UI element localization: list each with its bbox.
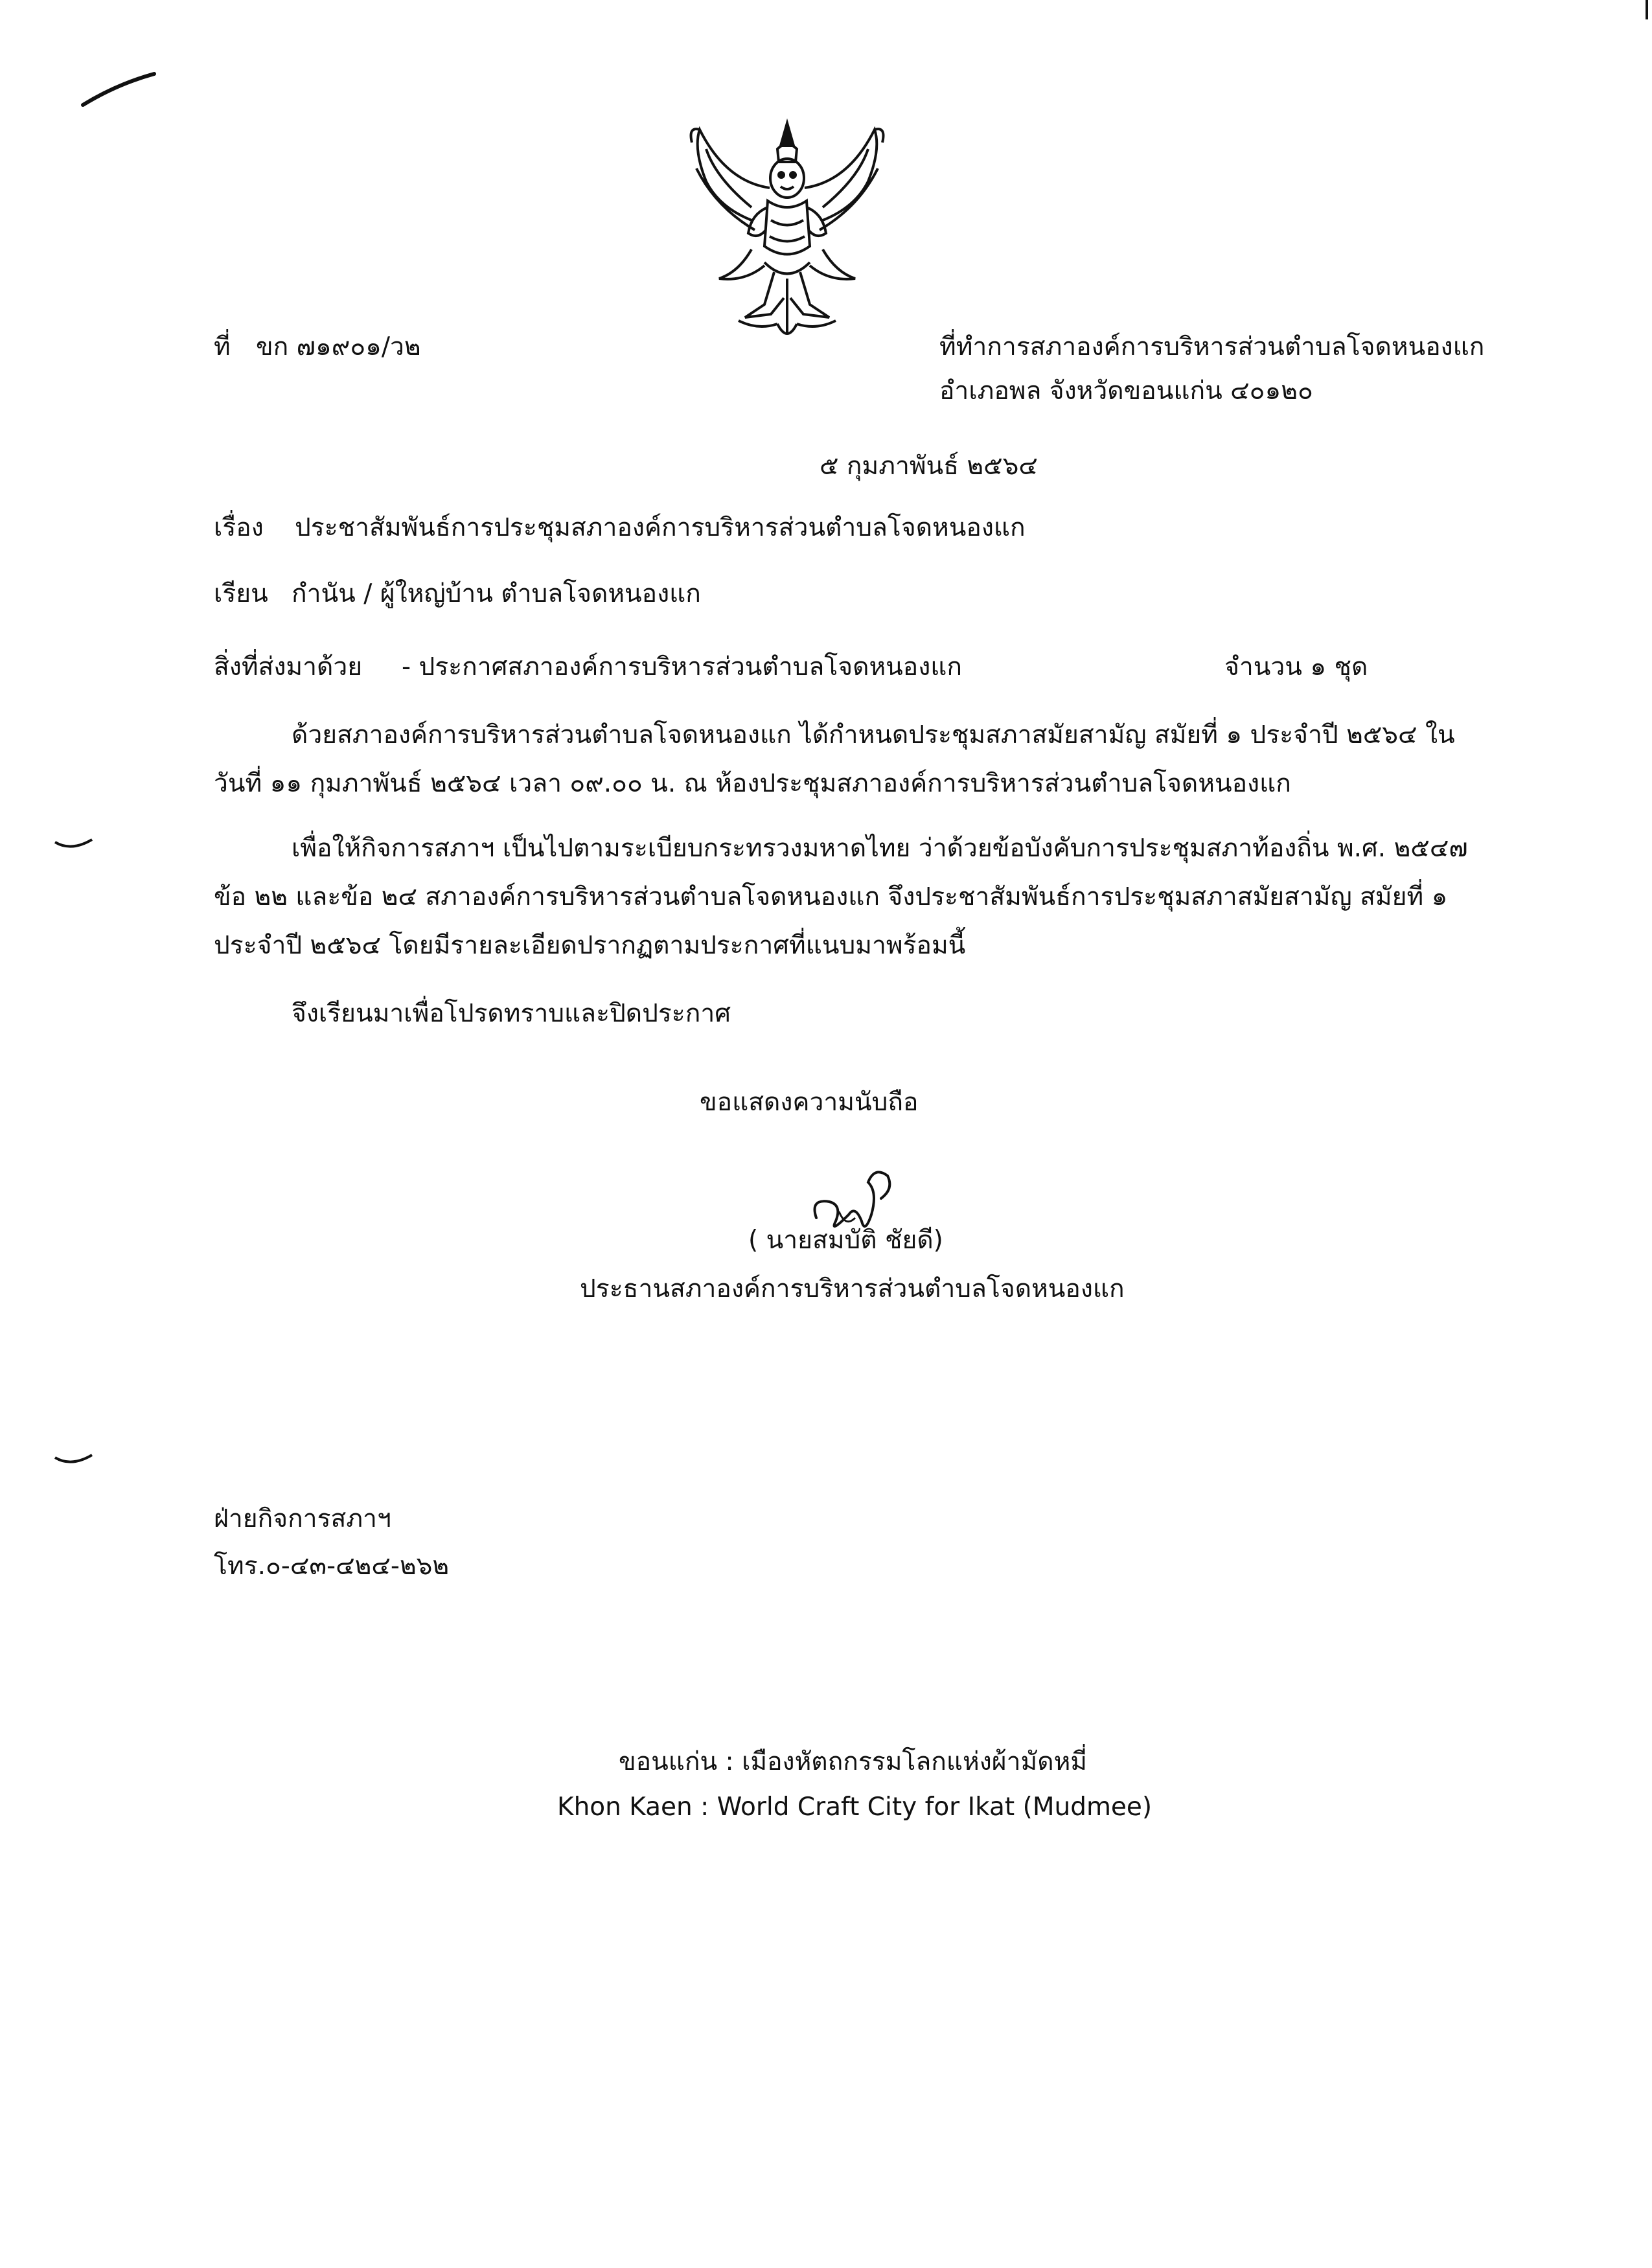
paragraph-2-line-1: เพื่อให้กิจการสภาฯ เป็นไปตามระเบียบกระทรวงมหาดไทย ว่าด้วยข้อบังคับการประชุมสภาท้องถิ่น พ.ศ. ๒๕๔๗ [292, 834, 1468, 863]
enclosure-label: สิ่งที่ส่งมาด้วย [214, 652, 363, 682]
enclosure-text: - ประกาศสภาองค์การบริหารส่วนตำบลโจดหนองแก [402, 652, 963, 682]
paragraph-1-line-2: วันที่ ๑๑ กุมภาพันธ์ ๒๕๖๔ เวลา ๐๙.๐๐ น. ณ ห้องประชุมสภาองค์การบริหารส่วนตำบลโจดหนองแก [214, 769, 1291, 798]
reference-number: ขก ๗๑๙๐๑/ว๒ [256, 332, 421, 361]
office-address-line1: ที่ทำการสภาองค์การบริหารส่วนตำบลโจดหนองแก [939, 332, 1485, 361]
recipient-label: เรียน [214, 579, 268, 608]
garuda-emblem-icon [680, 110, 894, 350]
department-name: ฝ่ายกิจการสภาฯ [214, 1504, 391, 1533]
recipient-text: กำนัน / ผู้ใหญ่บ้าน ตำบลโจดหนองแก [292, 579, 701, 608]
margin-mark [52, 836, 97, 855]
subject-text: ประชาสัมพันธ์การประชุมสภาองค์การบริหารส่วนตำบลโจดหนองแก [295, 513, 1026, 542]
office-address-line2: อำเภอพล จังหวัดขอนแก่น ๔๐๑๒๐ [939, 376, 1313, 406]
letter-date: ๕ กุมภาพันธ์ ๒๕๖๔ [820, 452, 1038, 481]
reference-prefix: ที่ [214, 332, 231, 361]
paragraph-3: จึงเรียนมาเพื่อโปรดทราบและปิดประกาศ [292, 999, 731, 1028]
margin-mark [52, 1451, 97, 1471]
pen-stroke-mark [78, 65, 162, 117]
footer-slogan-thai: ขอนแก่น : เมืองหัตถกรรมโลกแห่งผ้ามัดหมี่ [619, 1747, 1088, 1776]
scan-edge-line [1646, 0, 1648, 19]
enclosure-quantity: จำนวน ๑ ชุด [1224, 652, 1368, 682]
paragraph-2-line-2: ข้อ ๒๒ และข้อ ๒๔ สภาองค์การบริหารส่วนตำบลโจดหนองแก จึงประชาสัมพันธ์การประชุมสภาสมัยสามัญ สมัยที่ ๑ [214, 882, 1448, 911]
signer-name: ( นายสมบัติ ชัยดี) [748, 1226, 943, 1255]
footer-slogan-english: Khon Kaen : World Craft City for Ikat (Mudmee) [557, 1793, 1153, 1822]
paragraph-1-line-1: ด้วยสภาองค์การบริหารส่วนตำบลโจดหนองแก ได้กำหนดประชุมสภาสมัยสามัญ สมัยที่ ๑ ประจำปี ๒๕๖๔ ใน [292, 720, 1455, 750]
signer-title: ประธานสภาองค์การบริหารส่วนตำบลโจดหนองแก [580, 1274, 1125, 1303]
paragraph-2-line-3: ประจำปี ๒๕๖๔ โดยมีรายละเอียดปรากฏตามประกาศที่แนบมาพร้อมนี้ [214, 931, 966, 960]
subject-label: เรื่อง [214, 513, 264, 542]
phone-number: โทร.๐-๔๓-๔๒๔-๒๖๒ [214, 1552, 450, 1581]
closing-salutation: ขอแสดงความนับถือ [700, 1088, 919, 1117]
